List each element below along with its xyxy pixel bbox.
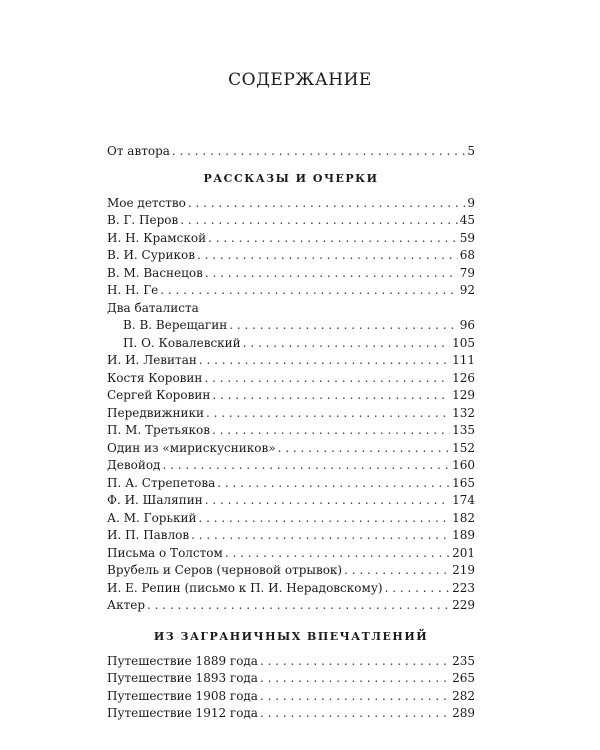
toc-entry[interactable]: [107, 247, 475, 265]
toc-entry[interactable]: [107, 475, 475, 493]
toc-entry-page: 223: [452, 580, 475, 595]
leader-dots: [160, 282, 457, 300]
toc-entry-title: Актер: [107, 598, 146, 612]
toc-entry-page: 9: [467, 195, 475, 210]
toc-entry-page: 165: [452, 475, 475, 490]
toc-entry-page: 152: [452, 440, 475, 455]
toc-entry-title: Мое детство: [107, 195, 186, 210]
toc-entry-intro[interactable]: [107, 143, 475, 161]
toc-entry[interactable]: [107, 387, 475, 405]
toc-entry-title: П. А. Стрепетова: [107, 475, 216, 490]
leader-dots: [385, 580, 451, 598]
leader-dots: [180, 212, 457, 230]
toc-entry-title: В. В. Верещагин: [123, 318, 228, 332]
toc-entry-page: 265: [452, 671, 475, 685]
leader-dots: [205, 265, 458, 283]
page-title: СОДЕРЖАНИЕ: [228, 70, 372, 90]
leader-dots: [278, 440, 451, 458]
toc-entry-title: И. Н. Крамской: [107, 230, 207, 245]
toc-entry-title: В. М. Васнецов: [107, 265, 203, 280]
toc-entry-title: И. И. Левитан: [107, 353, 197, 367]
leader-dots: [260, 688, 450, 706]
toc-entry-page: 129: [452, 388, 475, 402]
leader-dots: [217, 475, 450, 493]
toc-entry[interactable]: [107, 580, 475, 598]
toc-entry[interactable]: [107, 370, 475, 388]
toc-entry-page: 219: [452, 563, 475, 577]
toc-entry[interactable]: [107, 527, 475, 545]
toc-entry-title: А. М. Горький: [107, 510, 197, 525]
toc-entry-title: В. Г. Перов: [107, 213, 179, 227]
toc-entry[interactable]: [107, 492, 475, 510]
toc-entry-page: 45: [459, 213, 475, 227]
toc-entry-page: 282: [452, 688, 475, 703]
leader-dots: [344, 562, 450, 580]
toc-entry[interactable]: [107, 440, 475, 458]
leader-dots: [199, 352, 450, 370]
leader-dots: [162, 457, 450, 475]
toc-entry[interactable]: [107, 265, 475, 283]
toc-entry[interactable]: [107, 653, 475, 671]
toc-entry[interactable]: [107, 422, 475, 440]
toc-entry-page: 96: [459, 318, 475, 332]
toc-entry-page: 92: [459, 283, 475, 297]
leader-dots: [191, 527, 450, 545]
toc-entry-page: 182: [452, 510, 475, 525]
toc-entry-page: 79: [459, 265, 475, 280]
leader-dots: [205, 492, 450, 510]
toc-entry[interactable]: [107, 670, 475, 688]
toc-entry-title: Один из «мирискусников»: [107, 440, 276, 455]
leader-dots: [206, 405, 450, 423]
leader-dots: [147, 597, 450, 615]
toc-entry-page: 105: [452, 335, 475, 350]
toc-entry[interactable]: [107, 230, 475, 248]
toc-entry[interactable]: [107, 510, 475, 528]
toc-entry-title: И. П. Павлов: [107, 528, 190, 542]
toc-entry-title: Костя Коровин: [107, 370, 203, 385]
toc-entry[interactable]: [107, 335, 475, 353]
leader-dots: [212, 422, 450, 440]
toc-entry-title: Путешествие 1912 года: [107, 706, 258, 720]
toc-entry[interactable]: [107, 405, 475, 423]
toc-entry-title: От автора: [107, 144, 170, 158]
toc-entry-title: П. М. Третьяков: [107, 423, 211, 437]
toc-entry-page: 5: [467, 144, 475, 158]
toc-entry-page: 126: [452, 370, 475, 385]
toc-entry[interactable]: [107, 597, 475, 615]
toc-entry-page: 59: [459, 230, 475, 245]
leader-dots: [188, 195, 465, 213]
toc-entry-title: П. О. Ковалевский: [123, 335, 241, 350]
toc-entry-title: Девойод: [107, 458, 161, 472]
section-heading-abroad: ИЗ ЗАГРАНИЧНЫХ ВПЕЧАТЛЕНИЙ: [153, 629, 429, 643]
toc-entry[interactable]: [107, 545, 475, 563]
toc-entry-title: Н. Н. Ге: [107, 283, 159, 297]
toc-entry-title: Передвижники: [107, 405, 205, 420]
toc-entry-title: Ф. И. Шаляпин: [107, 493, 203, 507]
toc-entry-title: Два баталиста: [107, 300, 199, 315]
section-heading-stories: РАССКАЗЫ И ОЧЕРКИ: [203, 171, 379, 185]
toc-entry-title: В. И. Суриков: [107, 248, 195, 262]
toc-entry[interactable]: [107, 212, 475, 230]
leader-dots: [172, 143, 465, 161]
toc-entry-page: 189: [452, 528, 475, 542]
leader-dots: [225, 545, 450, 563]
leader-dots: [260, 705, 450, 723]
toc-group-heading: [107, 300, 475, 318]
toc-entry[interactable]: [107, 457, 475, 475]
leader-dots: [229, 317, 458, 335]
leader-dots: [212, 387, 450, 405]
table-of-contents: [107, 143, 475, 723]
toc-entry-page: 229: [452, 598, 475, 612]
leader-dots: [204, 370, 450, 388]
toc-entry-title: Путешествие 1908 года: [107, 688, 258, 703]
toc-entry-page: 68: [459, 248, 475, 262]
leader-dots: [260, 670, 450, 688]
leader-dots: [260, 653, 450, 671]
toc-entry[interactable]: [107, 705, 475, 723]
toc-entry-title: Врубель и Серов (черновой отрывок): [107, 563, 343, 577]
toc-entry-page: 201: [452, 545, 475, 560]
leader-dots: [199, 510, 451, 528]
toc-entry-page: 174: [452, 493, 475, 507]
toc-entry-page: 135: [452, 423, 475, 437]
toc-entry[interactable]: [107, 562, 475, 580]
leader-dots: [243, 335, 450, 353]
toc-entry-page: 132: [452, 405, 475, 420]
leader-dots: [197, 247, 458, 265]
leader-dots: [208, 230, 458, 248]
toc-entry[interactable]: [107, 195, 475, 213]
toc-entry-title: И. Е. Репин (письмо к П. И. Нерадовскому): [107, 580, 383, 595]
toc-entry[interactable]: [107, 688, 475, 706]
toc-entry-title: Письма о Толстом: [107, 545, 223, 560]
toc-entry[interactable]: [107, 282, 475, 300]
toc-entry-title: Путешествие 1889 года: [107, 653, 258, 668]
toc-entry-title: Сергей Коровин: [107, 388, 211, 402]
toc-entry-title: Путешествие 1893 года: [107, 671, 258, 685]
toc-entry-page: 235: [452, 653, 475, 668]
toc-entry-page: 160: [452, 458, 475, 472]
toc-entry[interactable]: [107, 317, 475, 335]
toc-entry[interactable]: [107, 352, 475, 370]
toc-entry-page: 111: [452, 353, 475, 367]
toc-entry-page: 289: [452, 706, 475, 720]
